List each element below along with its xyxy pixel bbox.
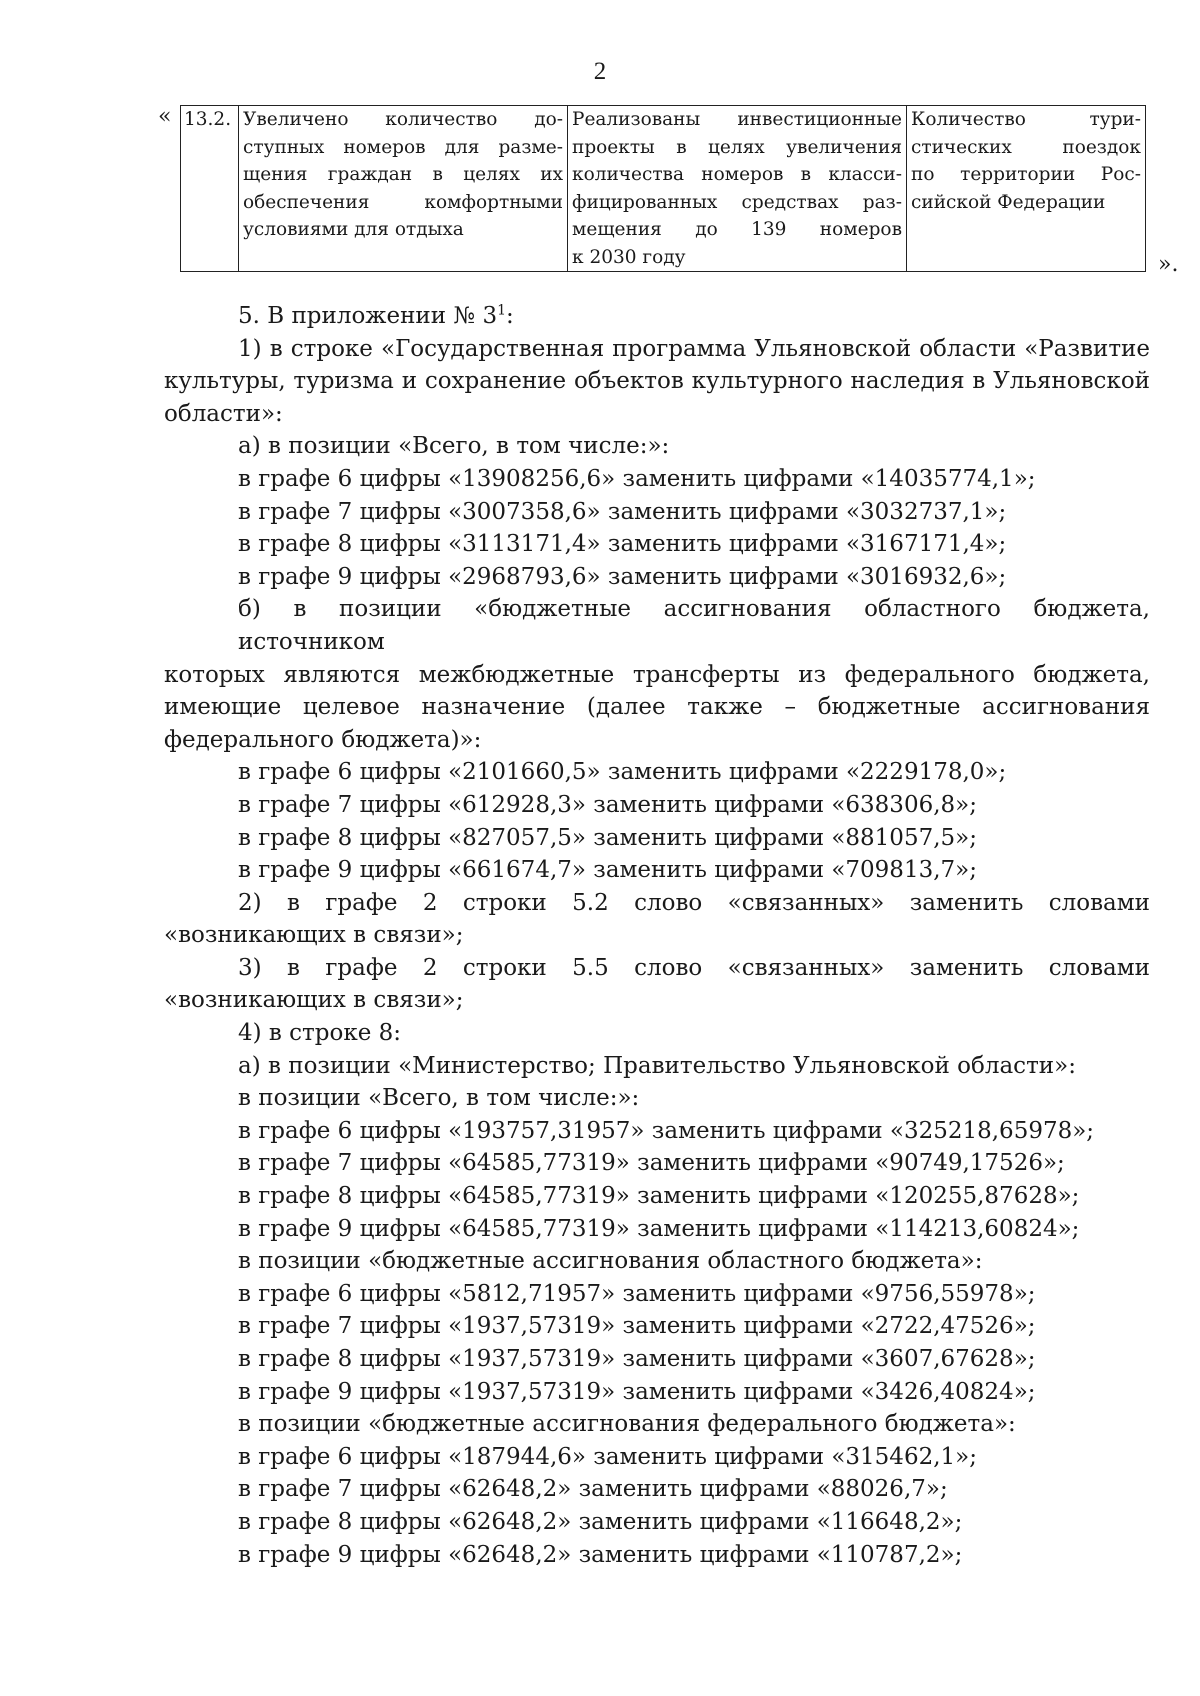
table-close-quote: ».: [1158, 252, 1179, 277]
paragraph-line: которых являются межбюджетные трансферты из федерального бюджета,: [164, 661, 1150, 688]
project-line: к 2030 году: [572, 246, 686, 268]
paragraph: в графе 8 цифры «1937,57319» заменить цифрами «3607,67628»;: [238, 1346, 1036, 1372]
paragraph: а) в позиции «Всего, в том числе:»:: [238, 433, 670, 460]
paragraph: в графе 6 цифры «187944,6» заменить цифрами «315462,1»;: [238, 1443, 977, 1470]
paragraph: в графе 6 цифры «13908256,6» заменить цифрами «14035774,1»;: [238, 465, 1036, 492]
project-line: мещения до 139 номеров: [572, 219, 902, 240]
paragraph: в графе 6 цифры «5812,71957» заменить цифрами «9756,55978»;: [238, 1280, 1036, 1307]
paragraph: в графе 7 цифры «3007358,6» заменить цифрами «3032737,1»;: [238, 498, 1007, 525]
paragraph-line: «возникающих в связи»;: [164, 922, 464, 949]
result-line: Увеличено количество до-: [243, 109, 563, 130]
paragraph-line: культуры, туризма и сохранение объектов культурного наследия в Ульяновской: [164, 368, 1150, 395]
paragraph: в позиции «Всего, в том числе:»:: [238, 1085, 640, 1112]
result-line: условиями для отдыха: [243, 219, 464, 240]
project-line: фицированных средствах раз-: [572, 191, 902, 213]
paragraph-line: 3) в графе 2 строки 5.5 слово «связанных» заменить словами: [238, 954, 1150, 981]
result-line: ступных номеров для разме-: [243, 136, 563, 158]
paragraph: в графе 9 цифры «1937,57319» заменить цифрами «3426,40824»;: [238, 1378, 1036, 1405]
row-number-cell: [181, 106, 239, 272]
paragraph: в позиции «бюджетные ассигнования федерального бюджета»:: [238, 1411, 1016, 1438]
paragraph: в графе 9 цифры «661674,7» заменить цифрами «709813,7»;: [238, 857, 977, 884]
paragraph: в графе 7 цифры «64585,77319» заменить цифрами «90749,17526»;: [238, 1150, 1065, 1177]
amendment-table: [180, 105, 1146, 272]
result-line: обеспечения комфортными: [243, 191, 563, 213]
paragraph-line: 1) в строке «Государственная программа Ульяновской области «Развитие: [238, 335, 1150, 362]
paragraph: а) в позиции «Министерство; Правительство Ульяновской области»:: [238, 1052, 1076, 1079]
paragraph: в графе 7 цифры «62648,2» заменить цифрами «88026,7»;: [238, 1476, 948, 1503]
paragraph-line: федерального бюджета)»:: [164, 726, 482, 753]
table-open-quote: «: [158, 104, 172, 129]
indicator-line: по территории Рос-: [911, 164, 1141, 185]
row-number: 13.2.: [184, 109, 232, 130]
indicator-line: сийской Федерации: [911, 191, 1106, 213]
paragraph-line: области»:: [164, 400, 283, 427]
paragraph: в позиции «бюджетные ассигнования областного бюджета»:: [238, 1248, 983, 1275]
paragraph: в графе 7 цифры «612928,3» заменить цифрами «638306,8»;: [238, 791, 977, 818]
result-cell: [239, 106, 568, 272]
paragraph: в графе 7 цифры «1937,57319» заменить цифрами «2722,47526»;: [238, 1313, 1036, 1340]
document-body: [164, 300, 1150, 1571]
indicator-line: стических поездок: [911, 136, 1141, 158]
paragraph-line: б) в позиции «бюджетные ассигнования областного бюджета, источником: [238, 596, 1150, 655]
paragraph-line: 2) в графе 2 строки 5.2 слово «связанных» заменить словами: [238, 889, 1150, 916]
paragraph: в графе 9 цифры «2968793,6» заменить цифрами «3016932,6»;: [238, 563, 1007, 590]
paragraph: в графе 6 цифры «2101660,5» заменить цифрами «2229178,0»;: [238, 759, 1007, 786]
paragraph: в графе 8 цифры «62648,2» заменить цифрами «116648,2»;: [238, 1508, 963, 1535]
paragraph: в графе 6 цифры «193757,31957» заменить цифрами «325218,65978»;: [238, 1117, 1095, 1144]
paragraph: в графе 9 цифры «62648,2» заменить цифрами «110787,2»;: [238, 1541, 963, 1568]
paragraph: в графе 9 цифры «64585,77319» заменить цифрами «114213,60824»;: [238, 1215, 1080, 1242]
indicator-line: Количество тури-: [911, 109, 1141, 130]
result-line: щения граждан в целях их: [243, 164, 563, 185]
project-line: проекты в целях увеличения: [572, 136, 902, 158]
paragraph-line: имеющие целевое назначение (далее также – бюджетные ассигнования: [164, 694, 1150, 721]
page-number: 2: [593, 58, 607, 85]
paragraph: в графе 8 цифры «827057,5» заменить цифрами «881057,5»;: [238, 824, 977, 851]
paragraph: в графе 8 цифры «64585,77319» заменить цифрами «120255,87628»;: [238, 1183, 1080, 1210]
project-line: количества номеров в класси-: [572, 164, 902, 185]
paragraph-line: «возникающих в связи»;: [164, 987, 464, 1014]
indicator-cell: [907, 106, 1146, 272]
section-heading: 5. В приложении № $3^1$:: [238, 302, 514, 329]
project-line: Реализованы инвестиционные: [572, 109, 902, 130]
paragraph: в графе 8 цифры «3113171,4» заменить цифрами «3167171,4»;: [238, 531, 1007, 558]
table-row: [181, 106, 1146, 272]
paragraph: 4) в строке 8:: [238, 1020, 402, 1047]
project-cell: [568, 106, 907, 272]
